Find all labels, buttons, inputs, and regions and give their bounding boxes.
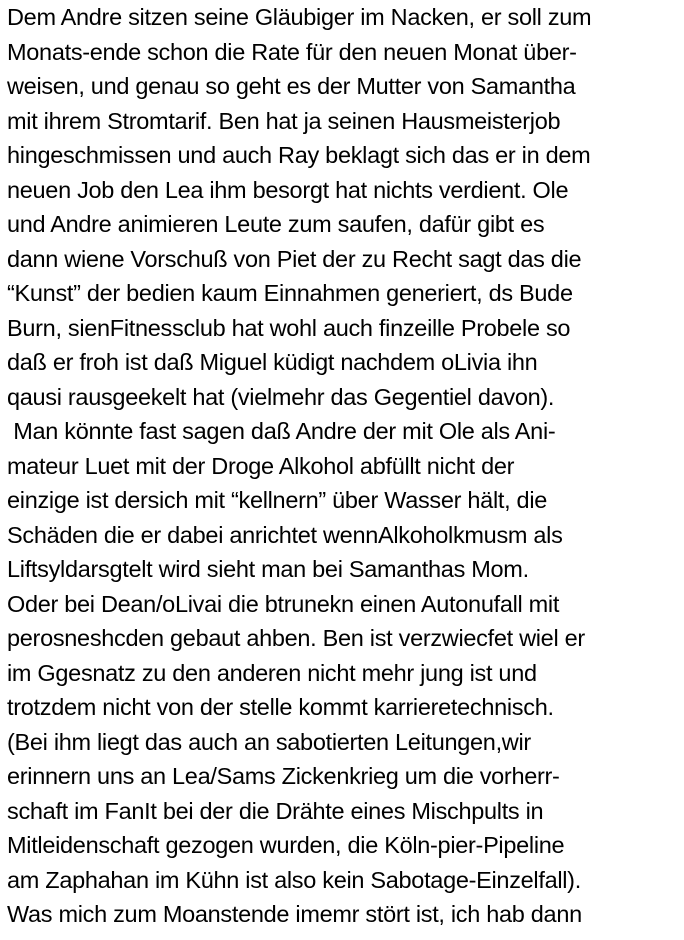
text-line: “Kunst” der bedien kaum Einnahmen generiert, ds Bude	[7, 280, 573, 306]
text-line: trotzdem nicht von der stelle kommt karrieretechnisch.	[7, 694, 554, 720]
text-line: erinnern uns an Lea/Sams Zickenkrieg um die vorherr-	[7, 763, 560, 789]
text-line: Was mich zum Moanstende imemr stört ist, ich hab dann	[7, 901, 582, 927]
text-line: Oder bei Dean/oLivai die btrunekn einen Autonufall mit	[7, 590, 560, 617]
text-line: Monats-ende schon die Rate für den neuen Monat über-	[7, 38, 577, 65]
text-line: Man könnte fast sagen daß Andre der mit Ole als Ani-	[7, 418, 556, 444]
text-line: weisen, und genau so geht es der Mutter von Samantha	[7, 73, 576, 99]
body-text	[7, 0, 683, 932]
text-line: daß er froh ist daß Miguel küdigt nachdem oLivia ihn	[7, 349, 538, 375]
text-line: (Bei ihm liegt das auch an sabotierten Leitungen,wir	[7, 728, 531, 755]
text-line: Schäden die er dabei anrichtet wennAlkoholkmusm als	[7, 521, 563, 548]
text-line: hingeschmissen und auch Ray beklagt sich das er in dem	[7, 142, 591, 168]
text-line: am Zaphahan im Kühn ist also kein Sabotage-Einzelfall).	[7, 866, 581, 893]
text-line: mit ihrem Stromtarif. Ben hat ja seinen Hausmeisterjob	[7, 107, 561, 134]
text-line: Burn, sienFitnessclub hat wohl auch finzeille Probele so	[7, 314, 571, 341]
text-line: und Andre animieren Leute zum saufen, dafür gibt es	[7, 211, 545, 237]
text-line: einzige ist dersich mit “kellnern” über Wasser hält, die	[7, 487, 548, 513]
text-line: schaft im FanIt bei der die Drähte eines Mischpults in	[7, 797, 544, 824]
text-line: neuen Job den Lea ihm besorgt hat nichts verdient. Ole	[7, 176, 569, 203]
text-line: qausi rausgeekelt hat (vielmehr das Gegentiel davon).	[7, 383, 555, 410]
text-line: mateur Luet mit der Droge Alkohol abfüllt nicht der	[7, 452, 515, 479]
text-line: dann wiene Vorschuß von Piet der zu Recht sagt das die	[7, 245, 582, 272]
text-line: Mitleidenschaft gezogen wurden, die Köln-pier-Pipeline	[7, 832, 565, 858]
text-line: im Ggesnatz zu den anderen nicht mehr jung ist und	[7, 659, 537, 686]
text-line: Dem Andre sitzen seine Gläubiger im Nacken, er soll zum	[7, 4, 592, 30]
text-line: Liftsyldarsgtelt wird sieht man bei Samanthas Mom.	[7, 556, 529, 582]
text-line: perosneshcden gebaut ahben. Ben ist verzwiecfet wiel er	[7, 625, 585, 651]
